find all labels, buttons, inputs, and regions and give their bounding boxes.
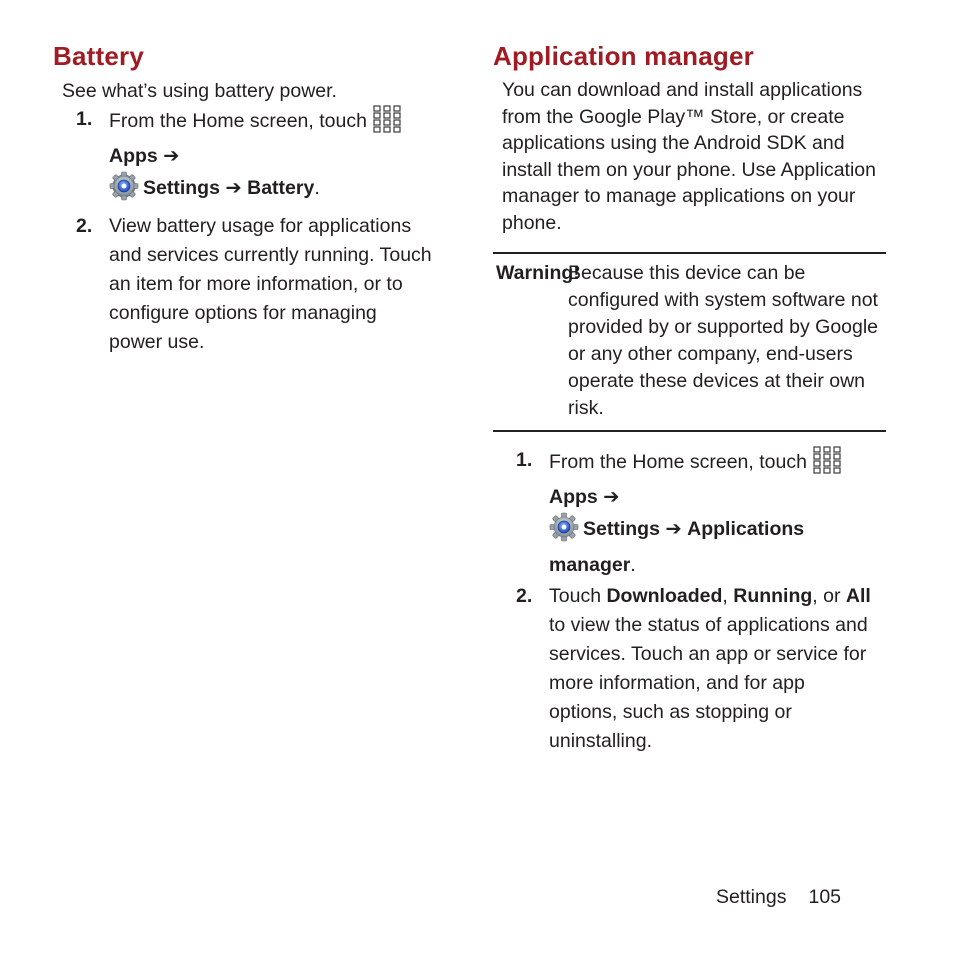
battery-intro: See what’s using battery power. — [62, 80, 337, 102]
step-number: 1. — [516, 449, 533, 471]
period: . — [630, 554, 636, 576]
step-number: 2. — [76, 214, 93, 237]
warning-label: Warning! — [496, 262, 580, 284]
battery-heading: Battery — [53, 41, 144, 71]
arrow: ➔ — [225, 176, 242, 199]
warning-box — [493, 252, 886, 432]
battery-step-2 — [53, 212, 435, 357]
step-text: Touch — [549, 585, 602, 607]
page-number: 105 — [808, 886, 842, 908]
application-manager-heading: Application manager — [493, 41, 754, 71]
applications-manager-label: Applications manager — [549, 518, 805, 576]
battery-target-label: Battery — [247, 176, 315, 199]
settings-label: Settings — [143, 176, 220, 199]
separator: , — [722, 585, 728, 607]
step-text: View battery usage for applications and services currently running. Touch an item for more information, or to configure options for managing power use. — [109, 214, 432, 353]
separator: , or — [812, 585, 841, 607]
arrow: ➔ — [665, 518, 682, 540]
apps-grid-icon — [373, 105, 401, 142]
settings-gear-icon — [549, 512, 579, 551]
appmgr-step-2 — [493, 582, 877, 756]
warning-text: Because this device can be configured with system software not provided by or supported by Google or any other company, end-users operate these devices at their own risk. — [568, 262, 879, 419]
page-footer — [716, 884, 841, 910]
battery-steps — [53, 105, 453, 357]
running-label: Running — [733, 585, 813, 607]
all-label: All — [845, 585, 871, 607]
settings-gear-icon — [109, 171, 139, 210]
step-number: 2. — [516, 585, 533, 607]
step-number: 1. — [76, 107, 93, 130]
battery-step-1 — [53, 105, 453, 210]
step-text: From the Home screen, touch — [549, 451, 807, 473]
step-text: From the Home screen, touch — [109, 109, 367, 132]
arrow: ➔ — [163, 144, 180, 167]
footer-section: Settings — [716, 886, 787, 908]
settings-label: Settings — [583, 518, 660, 540]
step-text: to view the status of applications and services. Touch an app or service for more information, and for app options, such as stopping or uninstalling. — [549, 614, 868, 752]
battery-section — [53, 40, 453, 357]
application-manager-intro: You can download and install applications from the Google Play™ Store, or create applications using the Android SDK and install them on your phone. Use Application manager to manage applications on your phone. — [502, 79, 876, 234]
appmgr-step-1 — [493, 446, 886, 580]
application-manager-section — [493, 40, 886, 756]
period: . — [314, 176, 320, 199]
apps-label: Apps — [549, 486, 598, 508]
apps-label: Apps — [109, 144, 158, 167]
arrow: ➔ — [603, 486, 620, 508]
downloaded-label: Downloaded — [606, 585, 723, 607]
apps-grid-icon — [813, 446, 841, 483]
application-manager-steps — [493, 446, 886, 756]
